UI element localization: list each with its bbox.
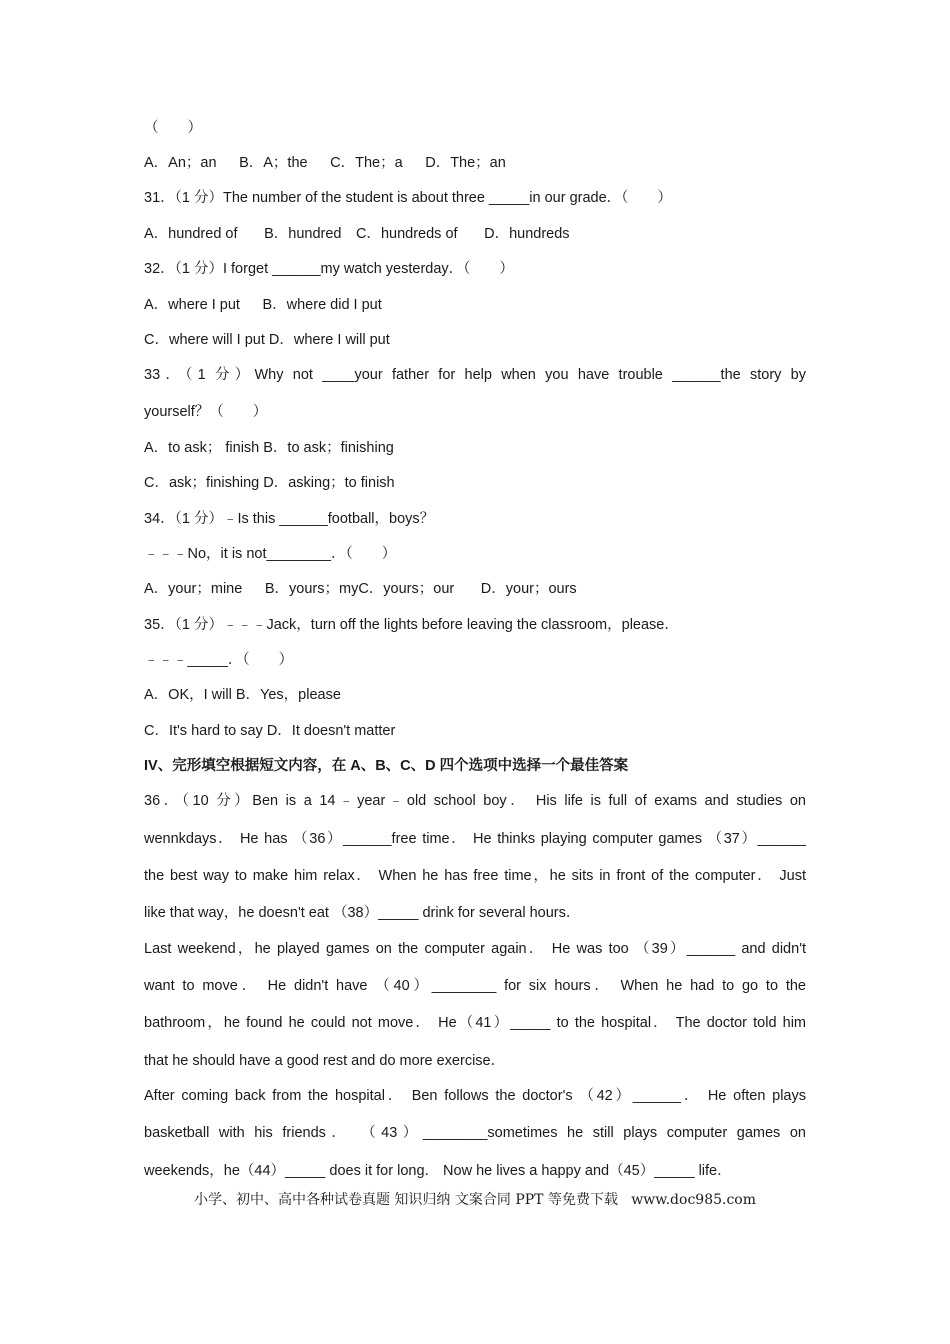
- question-35: 35．（1 分）﹣﹣﹣Jack，turn off the lights before leaving the classroom，please．: [144, 617, 679, 633]
- options-q33-ab: A．to ask； finish B．to ask；finishing: [144, 440, 394, 456]
- options-q35-ab: A．OK，I will B．Yes，please: [144, 687, 341, 703]
- options-q34: A．your；mine B．yours；myC．yours；our D．your；ours: [144, 581, 577, 597]
- answer-parens-q30: （ ）: [144, 120, 202, 136]
- passage-line-2: wennkdays． He has （36）______free time． He thinks playing computer games （37）______: [144, 831, 806, 847]
- passage-line-11: weekends，he（44）_____ does it for long． Now he lives a happy and（45）_____ life．: [144, 1163, 732, 1179]
- passage-line-3: the best way to make him relax． When he has free time，he sits in front of the computer． Just: [144, 868, 806, 884]
- options-q33-cd: C．ask；finishing D．asking；to finish: [144, 475, 395, 491]
- question-33-line1: 33．（1 分）Why not ____your father for help when you have trouble ______the story by: [144, 367, 806, 383]
- passage-line-7: bathroom，he found he could not move． He（41）_____ to the hospital． The doctor told him: [144, 1015, 806, 1031]
- options-q30: A．An；an B．A；the C．The；a D．The；an: [144, 155, 506, 171]
- question-32: 32．（1 分）I forget ______my watch yesterday．（ ）: [144, 261, 514, 277]
- options-q31: A．hundred of B．hundred C．hundreds of D．hundreds: [144, 226, 570, 242]
- question-33-line2: yourself？（ ）: [144, 404, 268, 420]
- options-q32-cd: C．where will I put D．where I will put: [144, 332, 390, 348]
- passage-line-5: Last weekend，he played games on the computer again． He was too （39）______ and didn't: [144, 941, 806, 957]
- options-q35-cd: C．It's hard to say D．It doesn't matter: [144, 723, 396, 739]
- passage-line-1: 36．（10 分）Ben is a 14﹣year﹣old school boy． His life is full of exams and studies on: [144, 793, 806, 809]
- passage-line-4: like that way，he doesn't eat （38）_____ drink for several hours．: [144, 905, 581, 921]
- passage-line-8: that he should have a good rest and do more exercise．: [144, 1053, 506, 1069]
- question-34-reply: ﹣﹣﹣No，it is not________．（ ）: [144, 546, 397, 562]
- question-31: 31．（1 分）The number of the student is about three _____in our grade．（ ）: [144, 190, 672, 206]
- section-heading-iv: IV、完形填空根据短文内容，在 A、B、C、D 四个选项中选择一个最佳答案: [144, 758, 629, 774]
- options-q32-ab: A．where I put B．where did I put: [144, 297, 382, 313]
- page-footer: 小学、初中、高中各种试卷真题 知识归纳 文案合同 PPT 等免费下载 www.doc985.com: [193, 1192, 756, 1208]
- question-35-reply: ﹣﹣﹣_____．（ ）: [144, 652, 294, 668]
- passage-line-6: want to move． He didn't have （40）________ for six hours． When he had to go to the: [144, 978, 806, 994]
- passage-line-10: basketball with his friends． （43）________sometimes he still plays computer games on: [144, 1125, 806, 1141]
- question-34: 34．（1 分）﹣Is this ______football，boys？: [144, 511, 435, 527]
- passage-line-9: After coming back from the hospital． Ben follows the doctor's （42）______． He often plays: [144, 1088, 806, 1104]
